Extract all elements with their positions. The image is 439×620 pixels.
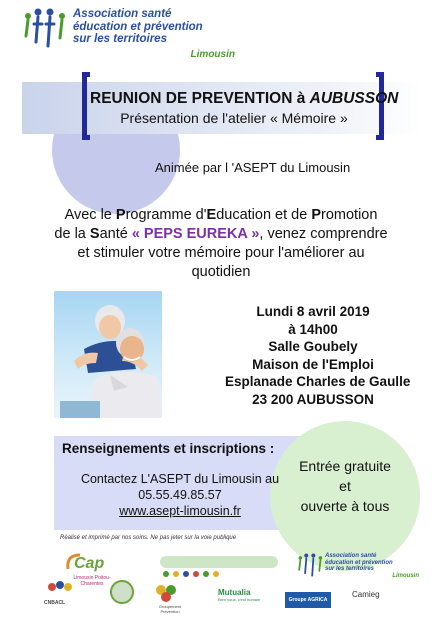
event-subtitle: Présentation de l'atelier « Mémoire » xyxy=(120,110,348,126)
event-time: à 14h00 xyxy=(288,321,338,337)
title-city: AUBUSSON xyxy=(309,90,399,107)
cnbacl-logo xyxy=(44,580,74,610)
senior-couple-illustration xyxy=(54,291,162,418)
body-text-segment: , venez comprendre xyxy=(259,226,388,242)
body-text-segment: ducation et de xyxy=(216,207,312,223)
event-city: 23 200 AUBUSSON xyxy=(252,391,374,407)
cnbacl-label: CNBACL xyxy=(44,600,66,606)
body-initial: E xyxy=(206,207,217,223)
footer-assoc-line-2: éducation et prévention xyxy=(325,559,393,566)
body-text-segment: rogramme d' xyxy=(125,207,207,223)
entree-line-2: et xyxy=(339,478,351,494)
organizer-line: Animée par l 'ASEPT du Limousin xyxy=(155,160,351,175)
cap-logo-subtitle: Limousin Poitou-Charentes xyxy=(73,575,111,587)
footer-assoc-line-3: sur les territoires xyxy=(325,566,375,572)
body-text-segment: Avec le xyxy=(64,207,116,223)
body-line-4: quotidien xyxy=(191,264,251,280)
agrica-logo: Groupe AGRICA xyxy=(285,592,331,608)
logo-line-2: éducation et prévention xyxy=(73,20,203,33)
contact-block xyxy=(54,471,306,519)
program-description xyxy=(40,206,402,282)
camieg-logo: Camieg xyxy=(352,590,380,599)
event-title xyxy=(90,90,399,108)
entree-line-3: ouverte à tous xyxy=(300,498,390,514)
footer-association-logo xyxy=(325,553,425,579)
partner-dots-icon xyxy=(162,570,262,578)
event-room: Salle Goubely xyxy=(268,339,358,354)
sante-round-logo xyxy=(110,580,134,604)
logo-line-3: sur les territoires xyxy=(73,33,167,45)
association-logo-figures-icon xyxy=(22,6,70,50)
title-prefix: REUNION DE PREVENTION à xyxy=(90,90,310,107)
footer-assoc-line-1: Association santé xyxy=(325,553,377,559)
mutualia-logo xyxy=(218,588,262,602)
body-line-3: et stimuler votre mémoire pour l'améliorer au xyxy=(77,245,365,261)
body-text-segment: anté xyxy=(99,226,132,242)
body-text-segment: de la xyxy=(54,226,90,242)
gdp-people-icon xyxy=(152,582,182,604)
contact-phone[interactable]: 05.55.49.85.57 xyxy=(138,488,222,502)
body-initial: P xyxy=(311,207,321,223)
contact-text: Contactez L'ASEPT du Limousin au xyxy=(80,472,280,486)
footer-assoc-region: Limousin xyxy=(392,572,419,579)
body-line-2 xyxy=(40,225,402,244)
cnbacl-figures-icon xyxy=(44,580,74,600)
cap-logo-text: Cap xyxy=(74,555,105,572)
registration-title: Renseignements et inscriptions : xyxy=(62,441,275,456)
gdp-label: Groupement Prévention xyxy=(158,604,182,614)
association-logo-text xyxy=(73,8,243,61)
footer-association-figures-icon xyxy=(296,552,326,578)
website-link[interactable]: www.asept-limousin.fr xyxy=(119,504,241,518)
body-initial: S xyxy=(89,226,100,242)
entree-line-1: Entrée gratuite xyxy=(299,458,391,474)
body-text-segment: romotion xyxy=(321,207,378,223)
left-bracket xyxy=(82,72,90,140)
event-street: Esplanade Charles de Gaulle xyxy=(225,374,411,389)
mutualia-tagline: Bien vous, c'est humain xyxy=(218,597,261,602)
event-details xyxy=(225,303,411,408)
event-building: Maison de l'Emploi xyxy=(252,356,374,372)
body-initial: P xyxy=(115,207,126,223)
mutualia-name: Mutualia xyxy=(218,588,251,597)
logo-line-1: Association santé xyxy=(73,8,172,20)
groupement-prevention-logo xyxy=(152,582,182,612)
event-date: Lundi 8 avril 2019 xyxy=(256,304,370,319)
logo-region: Limousin xyxy=(190,48,235,60)
green-banner-logo xyxy=(160,556,278,568)
body-line-1 xyxy=(40,206,402,225)
peps-eureka-label: « PEPS EUREKA » xyxy=(131,226,260,242)
free-entry-text xyxy=(270,456,420,516)
print-note: Réalisé et imprimé par nos soins. Ne pas jeter sur la voie publique xyxy=(60,535,237,541)
senior-couple-photo xyxy=(54,291,162,418)
